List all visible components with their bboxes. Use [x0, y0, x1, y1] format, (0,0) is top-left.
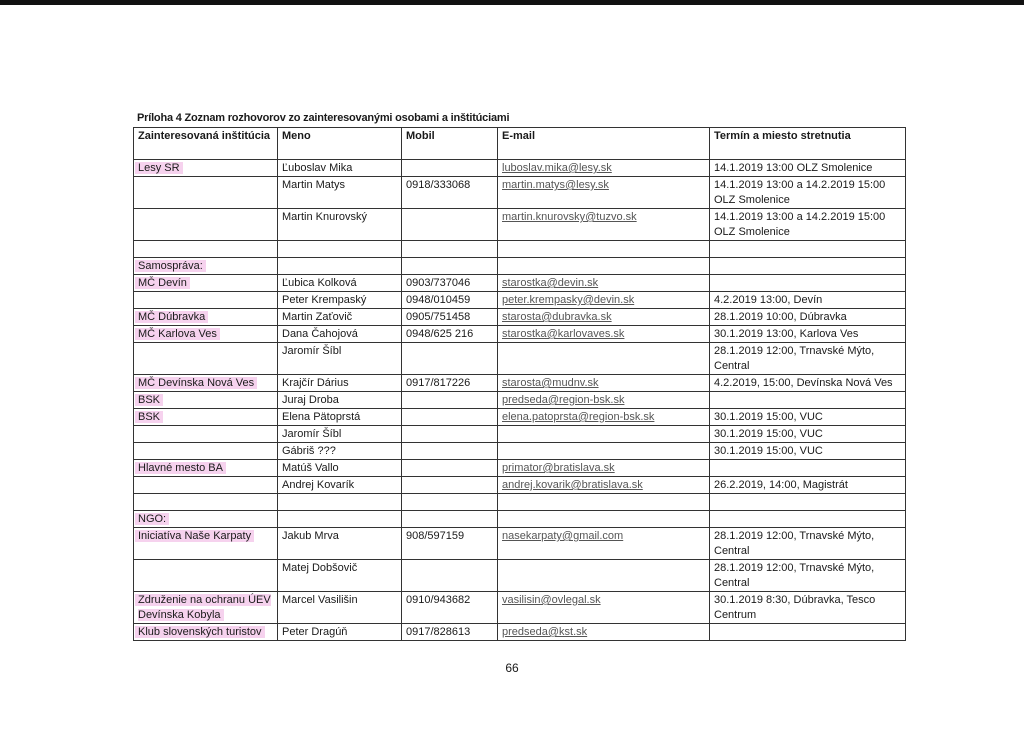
- cell-institution: [134, 343, 278, 375]
- cell-institution: [134, 624, 278, 641]
- header-name: Meno: [278, 128, 402, 160]
- meeting-text: 28.1.2019 12:00, Trnavské Mýto, Central: [714, 530, 875, 557]
- header-email: E-mail: [498, 128, 710, 160]
- table-row: [134, 511, 906, 528]
- name-text: Gábriš ???: [282, 445, 336, 457]
- cell-meeting: [710, 426, 906, 443]
- meeting-text: 28.1.2019 10:00, Dúbravka: [714, 311, 847, 323]
- cell-email: [498, 426, 710, 443]
- cell-institution: [134, 477, 278, 494]
- cell-institution: [134, 443, 278, 460]
- email-text[interactable]: martin.matys@lesy.sk: [502, 179, 609, 191]
- cell-meeting: [710, 560, 906, 592]
- cell-mobile: [402, 409, 498, 426]
- cell-name: [278, 177, 402, 209]
- cell-institution: [134, 528, 278, 560]
- mobile-text: 0948/010459: [406, 294, 471, 306]
- cell-institution: [134, 392, 278, 409]
- cell-email: [498, 177, 710, 209]
- name-text: Martin Matys: [282, 179, 345, 191]
- cell-mobile: [402, 241, 498, 258]
- name-text: Elena Pätoprstá: [282, 411, 361, 423]
- email-text[interactable]: starostka@devin.sk: [502, 277, 599, 289]
- cell-email: [498, 292, 710, 309]
- cell-mobile: [402, 343, 498, 375]
- cell-institution: [134, 409, 278, 426]
- institution-text: BSK: [135, 394, 163, 406]
- table-row: [134, 624, 906, 641]
- email-text[interactable]: andrej.kovarik@bratislava.sk: [502, 479, 643, 491]
- cell-institution: [134, 160, 278, 177]
- table-row: [134, 177, 906, 209]
- name-text: Juraj Droba: [282, 394, 339, 406]
- cell-mobile: [402, 326, 498, 343]
- meeting-text: 30.1.2019 15:00, VUC: [714, 428, 823, 440]
- email-text[interactable]: peter.krempasky@devin.sk: [502, 294, 635, 306]
- cell-meeting: [710, 592, 906, 624]
- name-text: Jaromír Šíbl: [282, 428, 342, 440]
- email-text[interactable]: elena.patoprsta@region-bsk.sk: [502, 411, 655, 423]
- cell-mobile: [402, 560, 498, 592]
- institution-text: MČ Devínska Nová Ves: [135, 377, 257, 389]
- cell-institution: [134, 326, 278, 343]
- header-mobile: Mobil: [402, 128, 498, 160]
- cell-name: [278, 624, 402, 641]
- cell-mobile: [402, 275, 498, 292]
- cell-mobile: [402, 592, 498, 624]
- institution-text: MČ Karlova Ves: [135, 328, 220, 340]
- cell-meeting: [710, 275, 906, 292]
- cell-meeting: [710, 392, 906, 409]
- interviews-table: [133, 127, 906, 641]
- table-row: [134, 528, 906, 560]
- institution-text: MČ Dúbravka: [135, 311, 208, 323]
- cell-institution: [134, 309, 278, 326]
- cell-mobile: [402, 309, 498, 326]
- cell-email: [498, 326, 710, 343]
- cell-email: [498, 160, 710, 177]
- cell-name: [278, 241, 402, 258]
- table-row: [134, 392, 906, 409]
- cell-mobile: [402, 477, 498, 494]
- cell-meeting: [710, 409, 906, 426]
- table-row: [134, 477, 906, 494]
- cell-mobile: [402, 624, 498, 641]
- institution-text: Samospráva:: [135, 260, 206, 272]
- cell-name: [278, 209, 402, 241]
- cell-name: [278, 592, 402, 624]
- meeting-text: 28.1.2019 12:00, Trnavské Mýto, Central: [714, 562, 875, 589]
- name-text: Andrej Kovarík: [282, 479, 355, 491]
- mobile-text: 0903/737046: [406, 277, 471, 289]
- table-row: [134, 258, 906, 275]
- cell-email: [498, 375, 710, 392]
- cell-meeting: [710, 443, 906, 460]
- table-row: [134, 275, 906, 292]
- email-text[interactable]: luboslav.mika@lesy.sk: [502, 162, 612, 174]
- header-row: [134, 128, 906, 160]
- table-row: [134, 241, 906, 258]
- cell-email: [498, 392, 710, 409]
- email-text[interactable]: vasilisin@ovlegal.sk: [502, 594, 601, 606]
- cell-institution: [134, 177, 278, 209]
- cell-email: [498, 511, 710, 528]
- mobile-text: 908/597159: [406, 530, 465, 542]
- cell-email: [498, 275, 710, 292]
- meeting-text: 28.1.2019 12:00, Trnavské Mýto, Central: [714, 345, 875, 372]
- cell-meeting: [710, 241, 906, 258]
- cell-institution: [134, 292, 278, 309]
- institution-text: MČ Devín: [135, 277, 190, 289]
- cell-name: [278, 309, 402, 326]
- table-caption: Príloha 4 Zoznam rozhovorov zo zainteresovanými osobami a inštitúciami: [137, 112, 510, 124]
- name-text: Ľuboslav Mika: [282, 162, 353, 174]
- cell-institution: [134, 511, 278, 528]
- meeting-text: 30.1.2019 15:00, VUC: [714, 445, 823, 457]
- cell-email: [498, 209, 710, 241]
- header-meeting: Termín a miesto stretnutia: [710, 128, 906, 160]
- cell-name: [278, 460, 402, 477]
- cell-name: [278, 258, 402, 275]
- table-row: [134, 292, 906, 309]
- email-text[interactable]: nasekarpaty@gmail.com: [502, 530, 624, 542]
- institution-text: Klub slovenských turistov: [135, 626, 265, 638]
- table-row: [134, 409, 906, 426]
- cell-meeting: [710, 343, 906, 375]
- cell-email: [498, 592, 710, 624]
- cell-meeting: [710, 326, 906, 343]
- cell-meeting: [710, 177, 906, 209]
- cell-email: [498, 477, 710, 494]
- cell-mobile: [402, 443, 498, 460]
- cell-institution: [134, 241, 278, 258]
- cell-meeting: [710, 258, 906, 275]
- cell-email: [498, 494, 710, 511]
- cell-mobile: [402, 209, 498, 241]
- email-text[interactable]: predseda@kst.sk: [502, 626, 588, 638]
- cell-email: [498, 460, 710, 477]
- cell-mobile: [402, 460, 498, 477]
- cell-mobile: [402, 392, 498, 409]
- email-text[interactable]: starosta@dubravka.sk: [502, 311, 612, 323]
- email-text[interactable]: starosta@mudnv.sk: [502, 377, 599, 389]
- cell-email: [498, 309, 710, 326]
- cell-email: [498, 443, 710, 460]
- cell-mobile: [402, 528, 498, 560]
- meeting-text: 30.1.2019 13:00, Karlova Ves: [714, 328, 859, 340]
- email-text[interactable]: primator@bratislava.sk: [502, 462, 615, 474]
- cell-name: [278, 477, 402, 494]
- name-text: Martin Knurovský: [282, 211, 367, 223]
- cell-mobile: [402, 160, 498, 177]
- cell-institution: [134, 426, 278, 443]
- name-text: Matej Dobšovič: [282, 562, 358, 574]
- institution-text: Iniciatíva Naše Karpaty: [135, 530, 254, 542]
- scan-edge: [0, 0, 1024, 5]
- meeting-text: 26.2.2019, 14:00, Magistrát: [714, 479, 848, 491]
- cell-meeting: [710, 209, 906, 241]
- cell-name: [278, 560, 402, 592]
- cell-name: [278, 326, 402, 343]
- cell-name: [278, 528, 402, 560]
- mobile-text: 0948/625 216: [406, 328, 474, 340]
- table-row: [134, 160, 906, 177]
- cell-mobile: [402, 258, 498, 275]
- cell-meeting: [710, 624, 906, 641]
- mobile-text: 0917/817226: [406, 377, 471, 389]
- cell-institution: [134, 258, 278, 275]
- cell-meeting: [710, 460, 906, 477]
- meeting-text: 4.2.2019 13:00, Devín: [714, 294, 823, 306]
- table-row: [134, 426, 906, 443]
- email-text[interactable]: starostka@karlovaves.sk: [502, 328, 625, 340]
- mobile-text: 0905/751458: [406, 311, 471, 323]
- cell-email: [498, 258, 710, 275]
- name-text: Jakub Mrva: [282, 530, 339, 542]
- institution-text: Združenie na ochranu ÚEV Devínska Kobyla: [135, 594, 271, 621]
- name-text: Peter Krempaský: [282, 294, 367, 306]
- cell-institution: [134, 592, 278, 624]
- mobile-text: 0917/828613: [406, 626, 471, 638]
- cell-email: [498, 624, 710, 641]
- mobile-text: 0910/943682: [406, 594, 471, 606]
- meeting-text: 14.1.2019 13:00 OLZ Smolenice: [714, 162, 873, 174]
- cell-meeting: [710, 511, 906, 528]
- name-text: Jaromír Šíbl: [282, 345, 342, 357]
- meeting-text: 30.1.2019 15:00, VUC: [714, 411, 823, 423]
- table-row: [134, 443, 906, 460]
- cell-name: [278, 494, 402, 511]
- cell-mobile: [402, 375, 498, 392]
- cell-meeting: [710, 309, 906, 326]
- mobile-text: 0918/333068: [406, 179, 471, 191]
- name-text: Krajčír Dárius: [282, 377, 349, 389]
- cell-mobile: [402, 177, 498, 209]
- name-text: Marcel Vasilišin: [282, 594, 358, 606]
- email-text[interactable]: martin.knurovsky@tuzvo.sk: [502, 211, 637, 223]
- cell-institution: [134, 460, 278, 477]
- meeting-text: 30.1.2019 8:30, Dúbravka, Tesco Centrum: [714, 594, 876, 621]
- cell-meeting: [710, 292, 906, 309]
- cell-institution: [134, 560, 278, 592]
- table-row: [134, 460, 906, 477]
- table-row: [134, 309, 906, 326]
- institution-text: NGO:: [135, 513, 169, 525]
- cell-meeting: [710, 375, 906, 392]
- table-row: [134, 326, 906, 343]
- cell-mobile: [402, 292, 498, 309]
- cell-email: [498, 560, 710, 592]
- cell-name: [278, 343, 402, 375]
- cell-meeting: [710, 528, 906, 560]
- page-number: 66: [505, 661, 519, 675]
- table-row: [134, 494, 906, 511]
- meeting-text: 14.1.2019 13:00 a 14.2.2019 15:00 OLZ Smolenice: [714, 211, 886, 238]
- cell-name: [278, 443, 402, 460]
- cell-institution: [134, 494, 278, 511]
- table-row: [134, 375, 906, 392]
- cell-name: [278, 426, 402, 443]
- institution-text: BSK: [135, 411, 163, 423]
- meeting-text: 4.2.2019, 15:00, Devínska Nová Ves: [714, 377, 893, 389]
- cell-institution: [134, 209, 278, 241]
- name-text: Dana Čahojová: [282, 328, 358, 340]
- institution-text: Hlavné mesto BA: [135, 462, 226, 474]
- cell-name: [278, 375, 402, 392]
- email-text[interactable]: predseda@region-bsk.sk: [502, 394, 625, 406]
- cell-name: [278, 275, 402, 292]
- name-text: Martin Zaťovič: [282, 311, 353, 323]
- cell-email: [498, 343, 710, 375]
- cell-mobile: [402, 494, 498, 511]
- table-row: [134, 209, 906, 241]
- table-row: [134, 343, 906, 375]
- cell-meeting: [710, 477, 906, 494]
- name-text: Peter Dragúň: [282, 626, 348, 638]
- cell-name: [278, 292, 402, 309]
- cell-institution: [134, 275, 278, 292]
- name-text: Matúš Vallo: [282, 462, 339, 474]
- cell-name: [278, 511, 402, 528]
- cell-mobile: [402, 511, 498, 528]
- table-row: [134, 592, 906, 624]
- table-row: [134, 560, 906, 592]
- cell-meeting: [710, 494, 906, 511]
- name-text: Ľubica Kolková: [282, 277, 357, 289]
- header-institution: Zainteresovaná inštitúcia: [134, 128, 278, 160]
- cell-name: [278, 409, 402, 426]
- cell-email: [498, 409, 710, 426]
- cell-name: [278, 160, 402, 177]
- cell-mobile: [402, 426, 498, 443]
- cell-email: [498, 241, 710, 258]
- meeting-text: 14.1.2019 13:00 a 14.2.2019 15:00 OLZ Smolenice: [714, 179, 886, 206]
- institution-text: Lesy SR: [135, 162, 183, 174]
- cell-institution: [134, 375, 278, 392]
- cell-email: [498, 528, 710, 560]
- cell-meeting: [710, 160, 906, 177]
- cell-name: [278, 392, 402, 409]
